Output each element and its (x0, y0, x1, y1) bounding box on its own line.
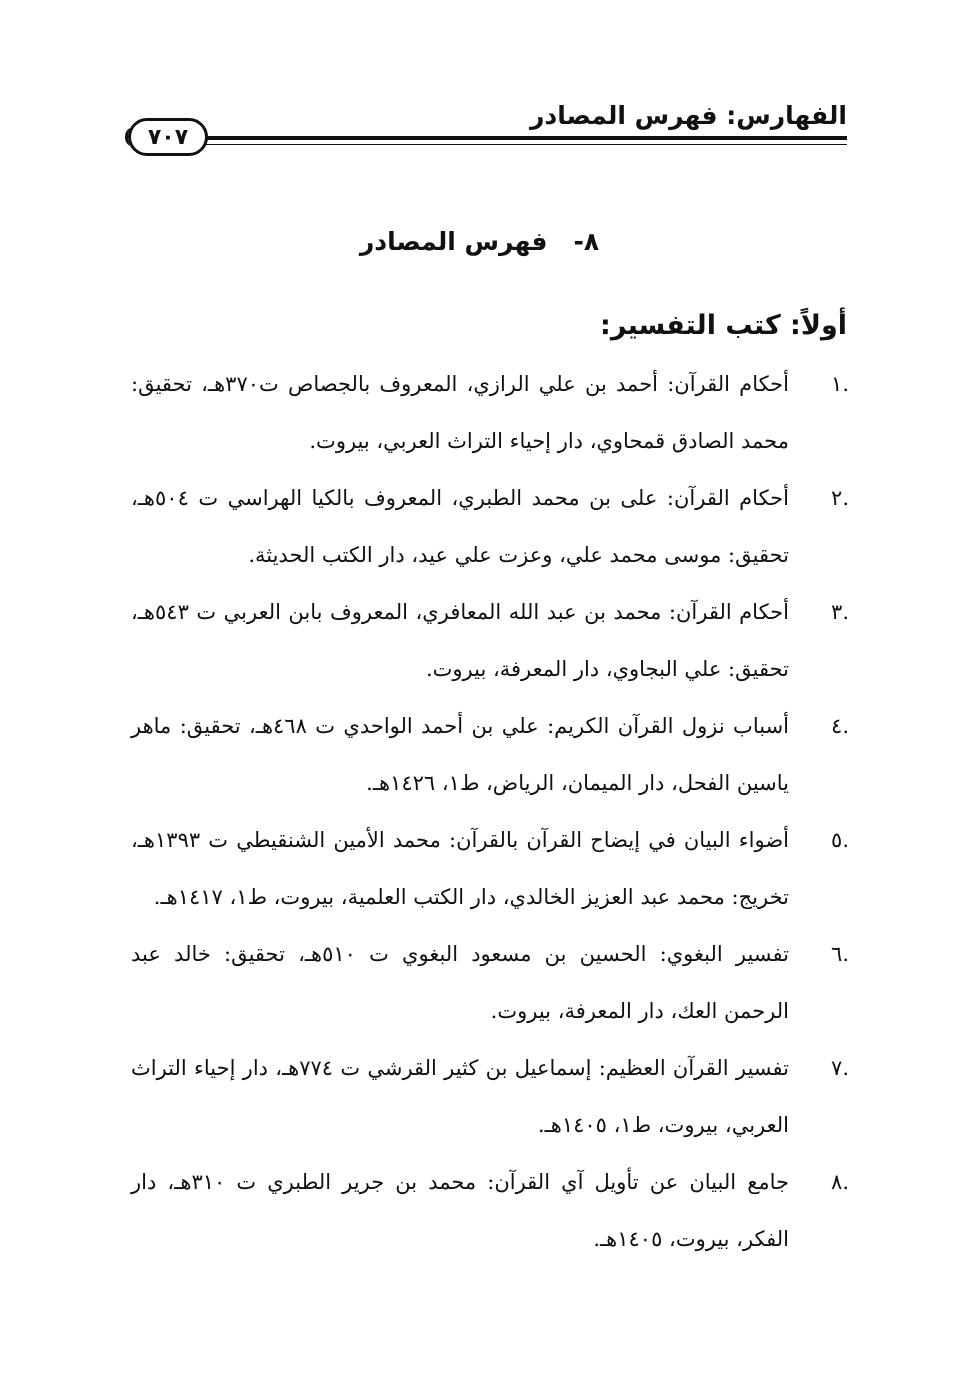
entry-text: تفسير القرآن العظيم: إسماعيل بن كثير القرشي ت ٧٧٤هـ، دار إحياء التراث العربي، بيروت، ط١، ١٤٠٥هـ. (131, 1056, 789, 1137)
entry-number: .٨ (831, 1170, 849, 1194)
entry-text: أحكام القرآن: محمد بن عبد الله المعافري، المعروف بابن العربي ت ٥٤٣هـ، تحقيق: علي البجاوي، دار المعرفة، بيروت. (131, 600, 789, 681)
list-item (131, 812, 849, 926)
entry-text: جامع البيان عن تأويل آي القرآن: محمد بن جرير الطبري ت ٣١٠هـ، دار الفكر، بيروت، ١٤٠٥هـ. (131, 1170, 789, 1251)
entry-number: .١ (831, 372, 849, 396)
header-rule-thick (200, 136, 847, 140)
running-title: الفهارس: فهرس المصادر (529, 101, 847, 130)
list-item (131, 926, 849, 1040)
entry-text: تفسير البغوي: الحسين بن مسعود البغوي ت ٥١٠هـ، تحقيق: خالد عبد الرحمن العك، دار المعرفة، بيروت. (131, 942, 789, 1023)
entry-number: .٢ (831, 486, 849, 510)
bibliography-list (131, 356, 849, 1268)
entry-text: أسباب نزول القرآن الكريم: علي بن أحمد الواحدي ت ٤٦٨هـ، تحقيق: ماهر ياسين الفحل، دار الميمان، الرياض، ط١، ١٤٢٦هـ. (131, 714, 789, 795)
list-item (131, 1154, 849, 1268)
section-title-text: فهرس المصادر (359, 227, 548, 256)
list-item (131, 356, 849, 470)
header-rule-thin (200, 144, 847, 145)
entry-number: .٥ (831, 828, 849, 852)
entry-number: .٤ (831, 714, 849, 738)
entry-number: .٦ (831, 942, 849, 966)
list-item (131, 470, 849, 584)
section-number: ٨- (573, 227, 600, 256)
entry-text: أضواء البيان في إيضاح القرآن بالقرآن: محمد الأمين الشنقيطي ت ١٣٩٣هـ، تخريج: محمد عبد العزيز الخالدي، دار الكتب العلمية، بيروت، ط١، ١٤١٧هـ. (131, 828, 789, 909)
list-item (131, 584, 849, 698)
list-item (131, 698, 849, 812)
page-number: ٧٠٧ (128, 118, 208, 156)
entry-number: .٧ (831, 1056, 849, 1080)
section-title (0, 222, 959, 262)
entry-number: .٣ (831, 600, 849, 624)
entry-text: أحكام القرآن: على بن محمد الطبري، المعروف بالكيا الهراسي ت ٥٠٤هـ، تحقيق: موسى محمد علي، وعزت علي عيد، دار الكتب الحديثة. (131, 486, 789, 567)
list-item (131, 1040, 849, 1154)
entry-text: أحكام القرآن: أحمد بن علي الرازي، المعروف بالجصاص ت٣٧٠هـ، تحقيق: محمد الصادق قمحاوي، دار إحياء التراث العربي، بيروت. (131, 372, 790, 453)
subheading: أولاً: كتب التفسير: (600, 310, 847, 341)
